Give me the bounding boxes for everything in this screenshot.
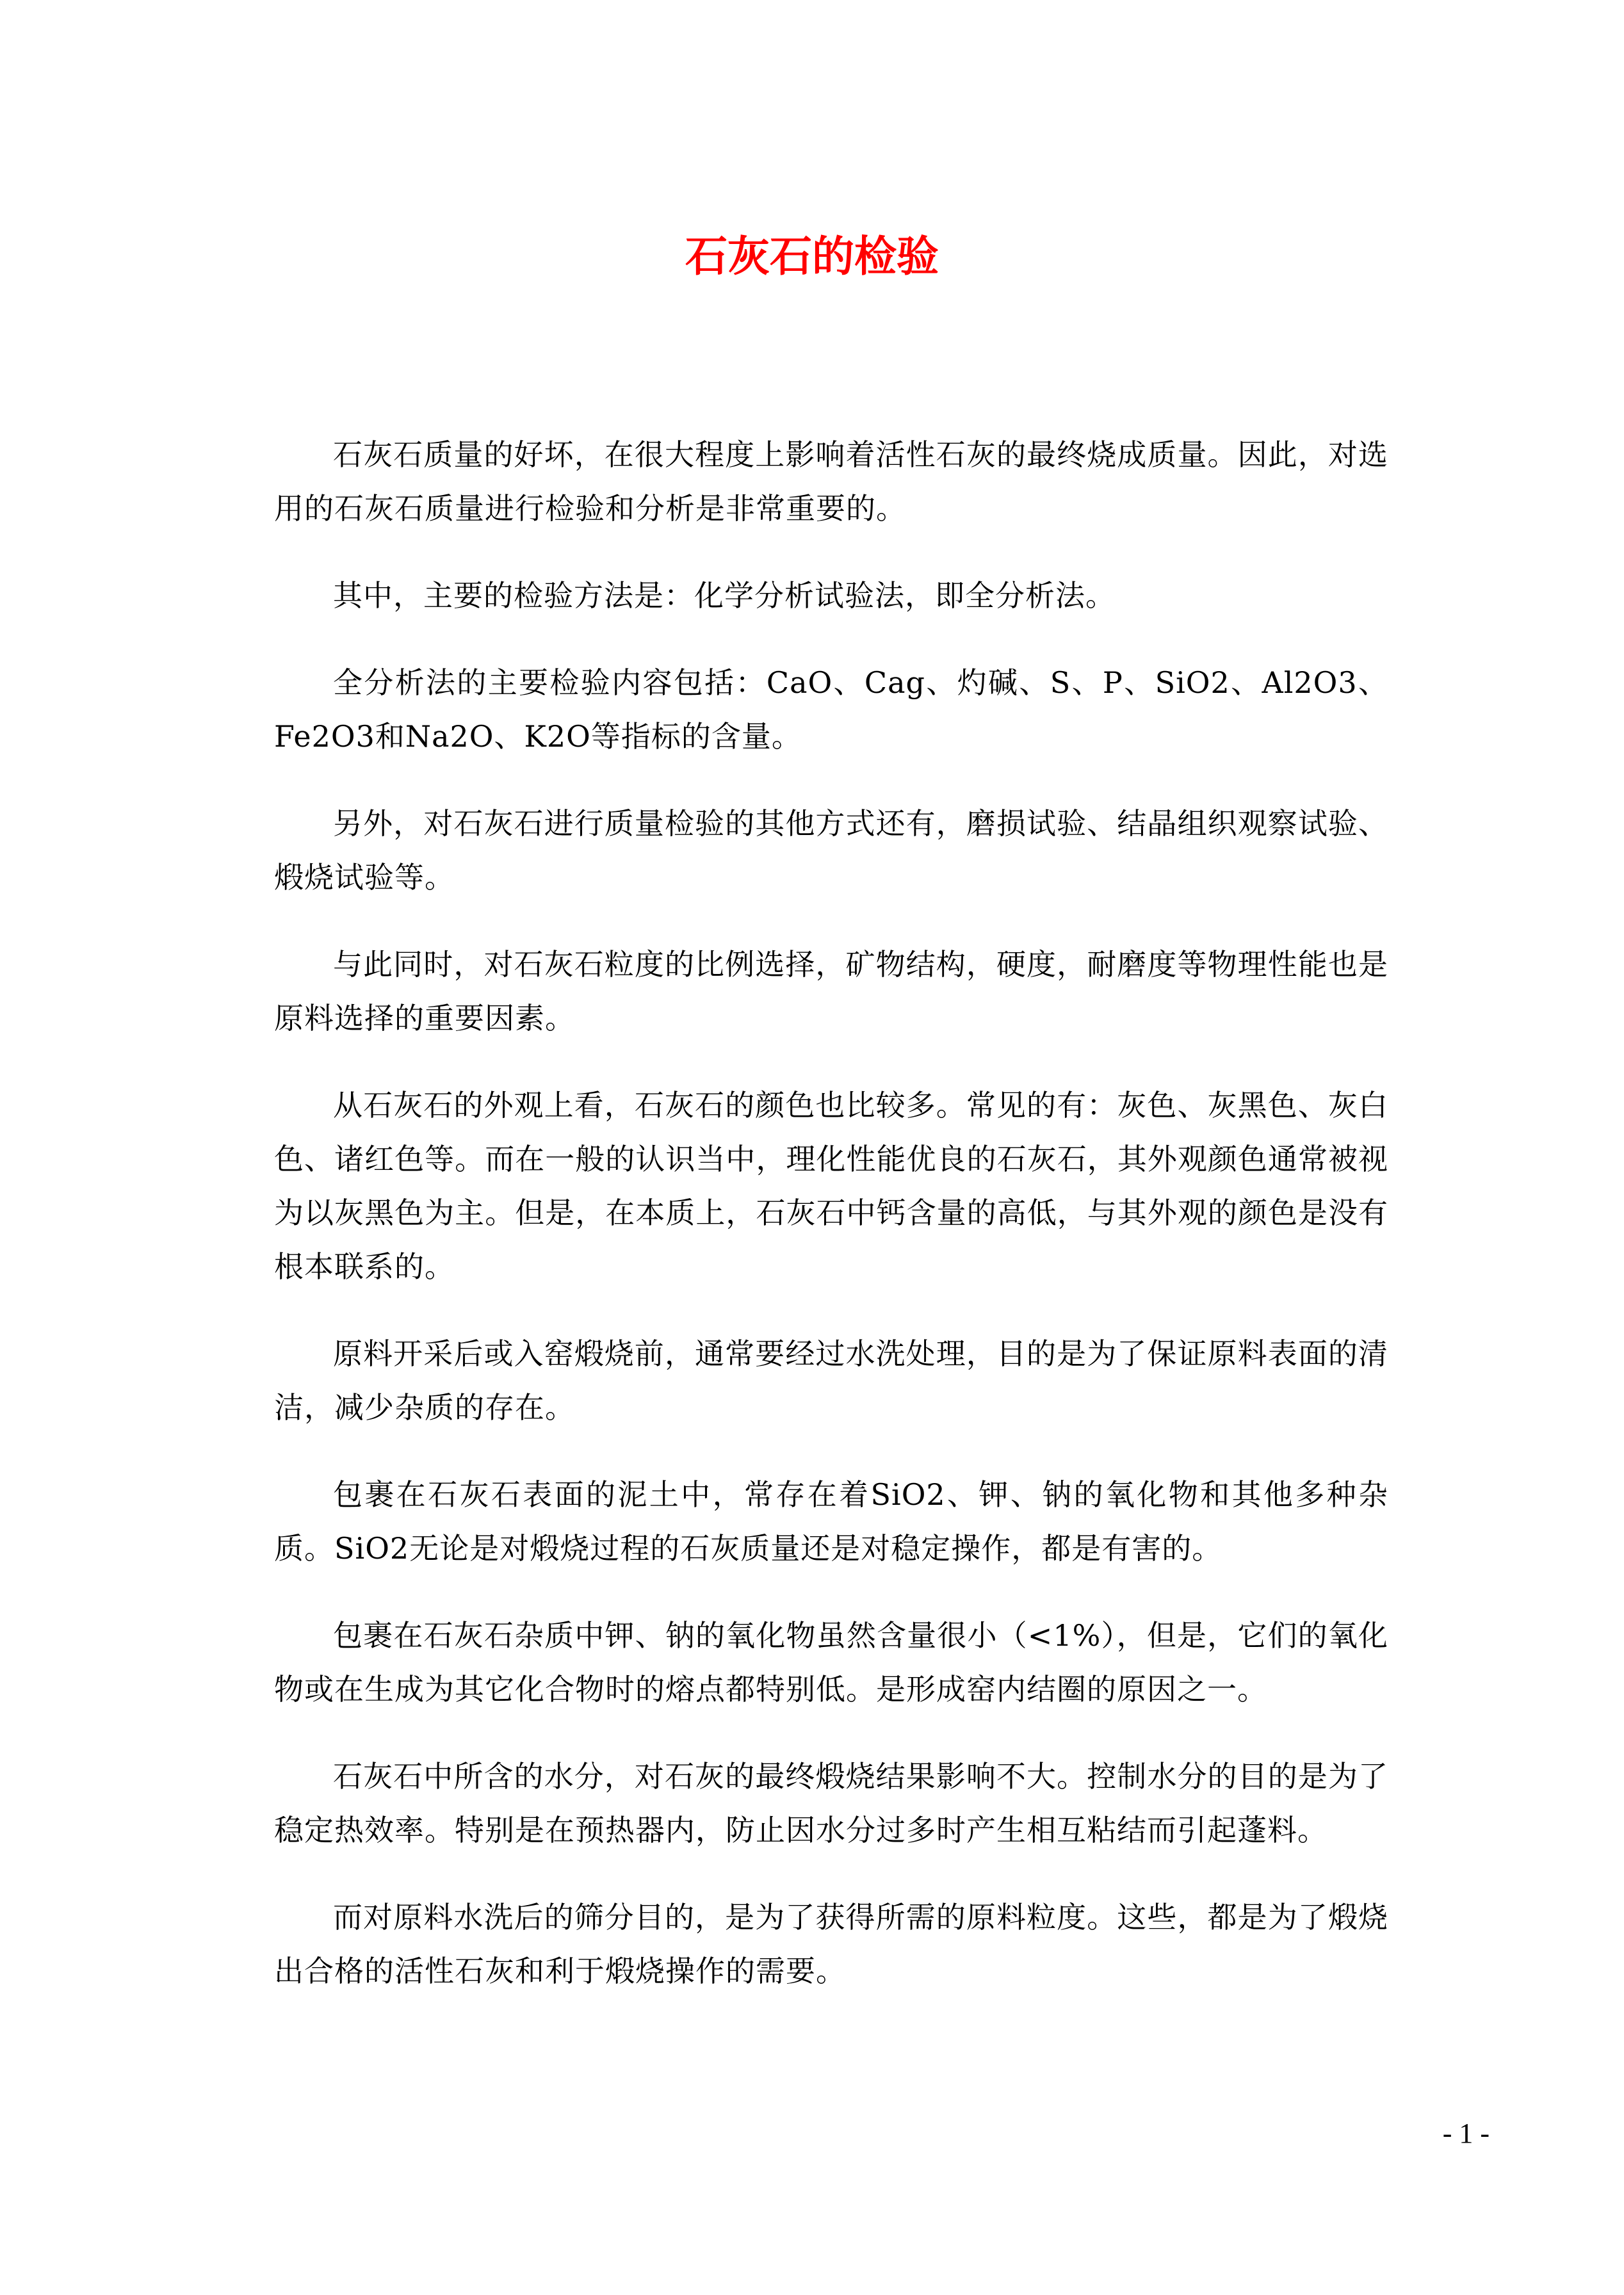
document-body xyxy=(274,428,1388,2031)
paragraph-1: 石灰石质量的好坏，在很大程度上影响着活性石灰的最终烧成质量。因此，对选用的石灰石质量进行检验和分析是非常重要的。 xyxy=(274,437,1388,526)
paragraph-9: 包裹在石灰石杂质中钾、钠的氧化物虽然含量很小（<1%），但是，它们的氧化物或在生成为其它化合物时的熔点都特别低。是形成窑内结圈的原因之一。 xyxy=(274,1618,1388,1707)
paragraph-2: 其中，主要的检验方法是：化学分析试验法，即全分析法。 xyxy=(333,578,1116,613)
paragraph-7: 原料开采后或入窑煅烧前，通常要经过水洗处理，目的是为了保证原料表面的清洁，减少杂质的存在。 xyxy=(274,1336,1388,1425)
paragraph-6: 从石灰石的外观上看，石灰石的颜色也比较多。常见的有：灰色、灰黑色、灰白色、诸红色等。而在一般的认识当中，理化性能优良的石灰石，其外观颜色通常被视为以灰黑色为主。但是，在本质上，石灰石中钙含量的高低，与其外观的颜色是没有根本联系的。 xyxy=(274,1088,1388,1284)
paragraph-5: 与此同时，对石灰石粒度的比例选择，矿物结构，硬度，耐磨度等物理性能也是原料选择的重要因素。 xyxy=(274,947,1388,1035)
paragraph-3: 全分析法的主要检验内容包括：CaO、Cag、灼碱、S、P、SiO2、Al2O3、Fe2O3和Na2O、K2O等指标的含量。 xyxy=(274,665,1388,754)
paragraph-11: 而对原料水洗后的筛分目的，是为了获得所需的原料粒度。这些，都是为了煅烧出合格的活性石灰和利于煅烧操作的需要。 xyxy=(274,1900,1388,1988)
paragraph-8: 包裹在石灰石表面的泥土中，常存在着SiO2、钾、钠的氧化物和其他多种杂质。SiO2无论是对煅烧过程的石灰质量还是对稳定操作，都是有害的。 xyxy=(274,1477,1388,1566)
page-number: - 1 - xyxy=(1442,2118,1490,2149)
document-title: 石灰石的检验 xyxy=(685,231,939,281)
paragraph-4: 另外，对石灰石进行质量检验的其他方式还有，磨损试验、结晶组织观察试验、煅烧试验等。 xyxy=(274,806,1388,895)
paragraph-10: 石灰石中所含的水分，对石灰的最终煅烧结果影响不大。控制水分的目的是为了稳定热效率。特别是在预热器内，防止因水分过多时产生相互粘结而引起蓬料。 xyxy=(274,1759,1388,1847)
